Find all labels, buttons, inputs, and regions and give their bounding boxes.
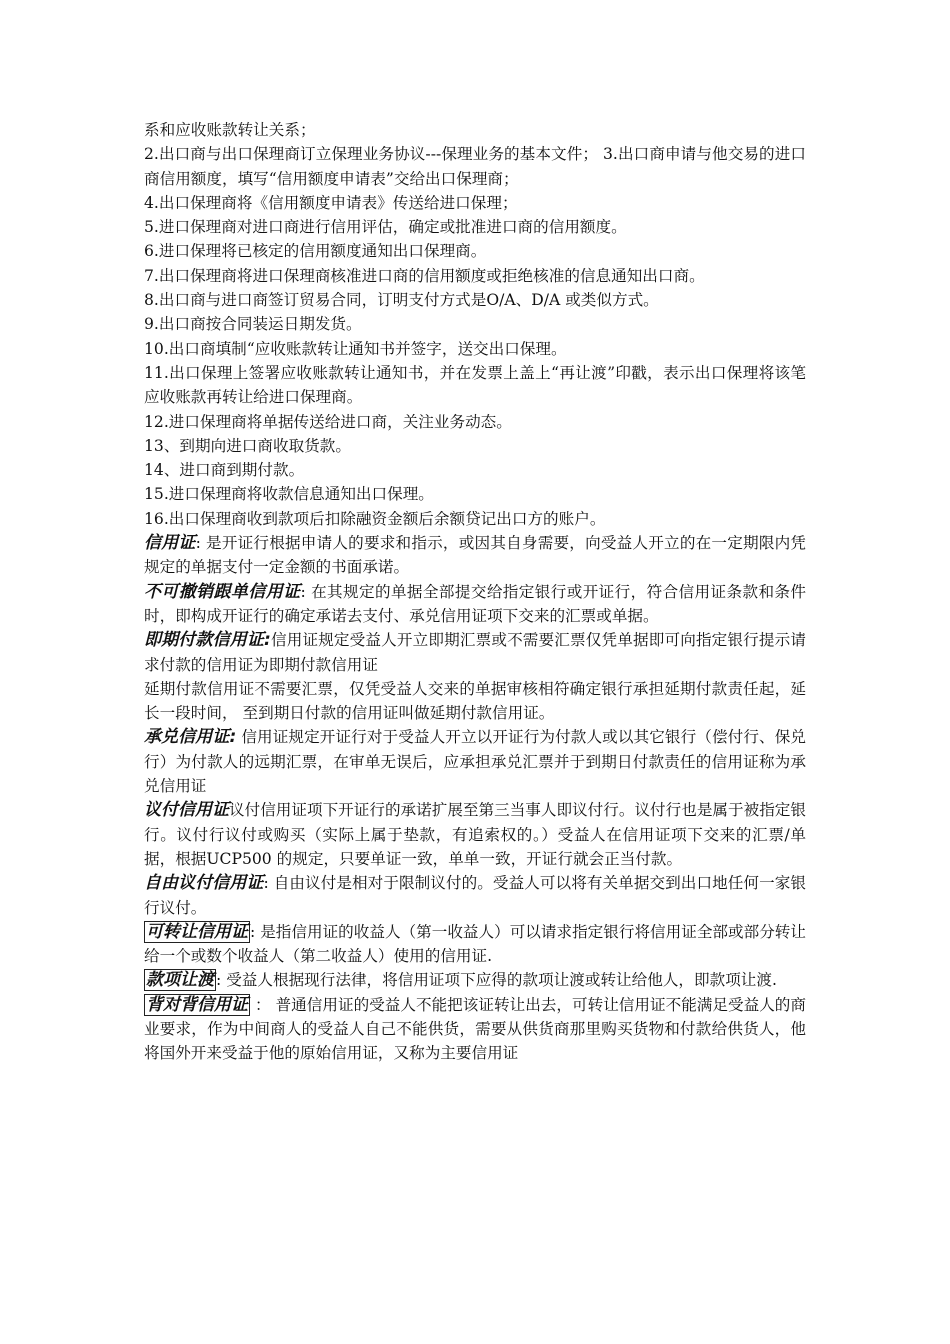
list-item: 16.出口保理商收到款项后扣除融资金额后余额贷记出口方的账户。	[144, 509, 606, 528]
definition-sight-payment-credit	[144, 628, 806, 677]
definition-text: : 是指信用证的收益人（第一收益人）可以请求指定银行将信用证全部或部分转让给一个或数个收益人（第二收益人）使用的信用证.	[144, 922, 806, 966]
definition-letter-of-credit	[144, 531, 806, 580]
boxed-term-heading: 款项让渡	[146, 970, 214, 991]
definition-text: : 自由议付是相对于限制议付的。受益人可以将有关单据交到出口地任何一家银行议付。	[144, 874, 807, 917]
definition-text: 信用证规定受益人开立即期汇票或不需要汇票仅凭单据即可向指定银行提示请求付款的信用证为即期付款信用证	[144, 631, 806, 674]
term-heading: 不可撤销跟单信用证	[144, 581, 301, 602]
definition-negotiation-credit	[144, 798, 806, 871]
definition-back-to-back-credit	[144, 993, 806, 1066]
list-item: 8.出口商与进口商签订贸易合同，订明支付方式是O/A、D/A 或类似方式。	[144, 291, 659, 310]
term-heading: 承兑信用证:	[144, 727, 237, 748]
list-item: 2.出口商与出口保理商订立保理业务协议---保理业务的基本文件； 3.出口商申请与他交易的进口商信用额度，填写“信用额度申请表”交给出口保理商；	[144, 145, 806, 188]
list-item: 5.进口保理商对进口商进行信用评估，确定或批准进口商的信用额度。	[144, 218, 627, 237]
definition-text: : 受益人根据现行法律，将信用证项下应得的款项让渡或转让给他人，即款项让渡.	[216, 971, 777, 990]
list-item: 11.出口保理上签署应收账款转让通知书，并在发票上盖上“再让渡”印戳，表示出口保理将该笔应收账款再转让给进口保理商。	[144, 363, 806, 407]
list-item: 7.出口保理商将进口保理商核准进口商的信用额度或拒绝核准的信息通知出口商。	[144, 266, 705, 285]
definition-irrevocable-documentary-credit	[144, 580, 806, 629]
list-item: 9.出口商按合同装运日期发货。	[144, 315, 362, 334]
boxed-term-heading: 背对背信用证	[146, 994, 249, 1015]
list-item: 15.进口保理商将收款信息通知出口保理。	[144, 485, 434, 504]
definition-transferable-credit	[144, 920, 806, 969]
definition-deferred-payment-credit: 延期付款信用证不需要汇票，仅凭受益人交来的单据审核相符确定银行承担延期付款责任起，延长一段时间， 至到期日付款的信用证叫做延期付款信用证。	[144, 679, 806, 723]
definition-acceptance-credit	[144, 725, 806, 798]
definition-text: 信用证规定开证行对于受益人开立以开证行为付款人或以其它银行（偿付行、保兑行）为付款人的远期汇票，在审单无误后，应承担承兑汇票并于到期日付款责任的信用证称为承兑信用证	[144, 728, 806, 796]
list-item: 6.进口保理将已核定的信用额度通知出口保理商。	[144, 242, 487, 261]
list-item: 12.进口保理商将单据传送给进口商，关注业务动态。	[144, 412, 512, 431]
term-heading: 信用证	[144, 533, 196, 554]
definition-text: : 在其规定的单据全部提交给指定银行或开证行，符合信用证条款和条件时，即构成开证行的确定承诺去支付、承兑信用证项下交来的汇票或单据。	[144, 582, 807, 625]
definition-text: 议付信用证项下开证行的承诺扩展至第三当事人即议付行。议付行也是属于被指定银行。议付行议付或购买（实际上属于垫款，有追索权的。）受益人在信用证项下交来的汇票/单据，根据UCP500 的规定，只要单证一致，单单一致，开证行就会正当付款。	[144, 801, 806, 868]
term-heading: 即期付款信用证:	[144, 630, 271, 651]
list-item: 10.出口商填制“应收账款转让通知书并签字，送交出口保理。	[144, 339, 567, 358]
definition-text: ： 普通信用证的受益人不能把该证转让出去，可转让信用证不能满足受益人的商业要求，作为中间商人的受益人自己不能供货，需要从供货商那里购买货物和付款给供货人，他将国外开来受益于他的原始信用证，又称为主要信用证	[144, 995, 806, 1063]
term-heading: 自由议付信用证	[144, 873, 264, 894]
term-heading: 议付信用证	[144, 800, 230, 821]
list-item: 13、到期向进口商收取货款。	[144, 436, 351, 455]
definition-freely-negotiable-credit	[144, 871, 806, 920]
list-item: 系和应收账款转让关系；	[144, 121, 316, 139]
list-item: 4.出口保理商将《信用额度申请表》传送给进口保理；	[144, 193, 518, 212]
list-item: 14、进口商到期付款。	[144, 461, 305, 480]
definition-assignment-of-proceeds	[144, 968, 806, 992]
definition-text: : 是开证行根据申请人的要求和指示，或因其自身需要，向受益人开立的在一定期限内凭规定的单据支付一定金额的书面承诺。	[144, 534, 807, 577]
boxed-term-heading: 可转让信用证	[146, 921, 248, 942]
